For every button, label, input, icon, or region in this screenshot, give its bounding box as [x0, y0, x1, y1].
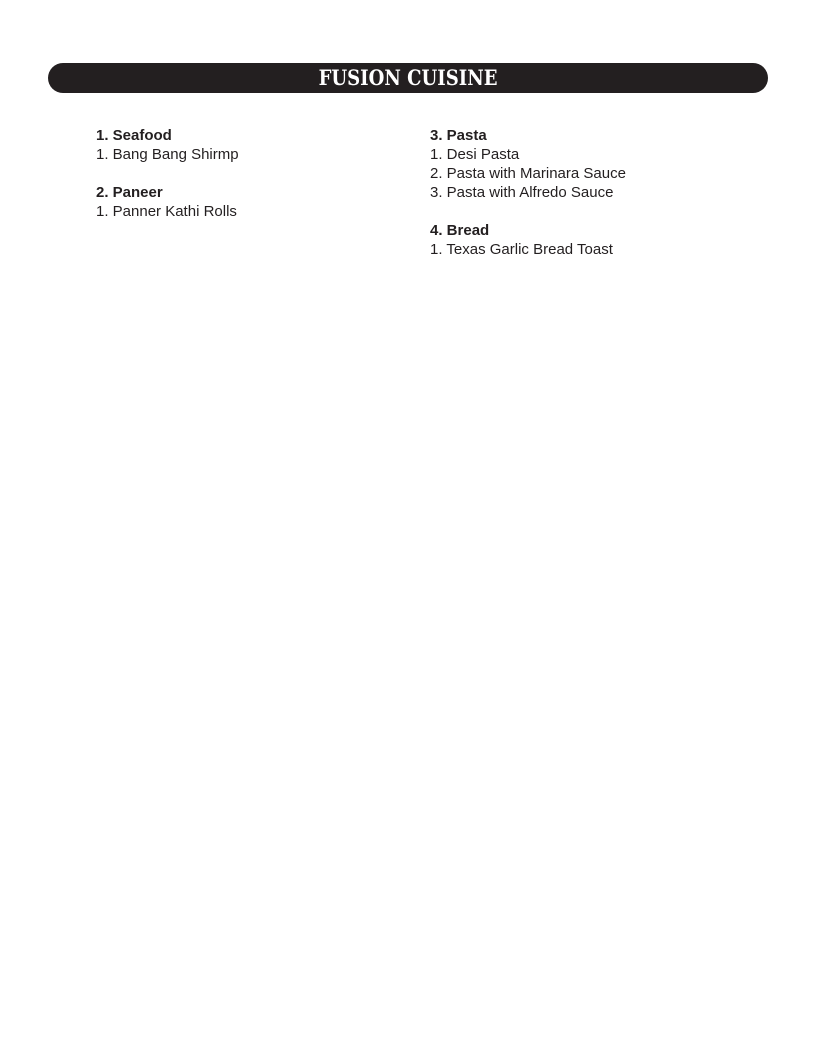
menu-item: 1. Texas Garlic Bread Toast [430, 241, 613, 258]
menu-item: 3. Pasta with Alfredo Sauce [430, 184, 614, 201]
page-title: FUSION CUISINE [318, 65, 498, 90]
menu-section-paneer [96, 183, 396, 221]
menu-section-pasta [430, 126, 730, 202]
menu-item: 2. Pasta with Marinara Sauce [430, 165, 626, 182]
section-heading: 3. Pasta [430, 127, 487, 144]
section-heading: 2. Paneer [96, 184, 163, 201]
menu-item: 1. Desi Pasta [430, 146, 520, 163]
section-heading: 1. Seafood [96, 127, 172, 144]
title-banner [48, 63, 768, 93]
menu-item: 1. Panner Kathi Rolls [96, 203, 237, 220]
menu-section-bread [430, 221, 730, 259]
menu-column-left [96, 126, 396, 240]
menu-section-seafood [96, 126, 396, 164]
menu-column-right [430, 126, 730, 278]
section-heading: 4. Bread [430, 222, 490, 239]
menu-item: 1. Bang Bang Shirmp [96, 146, 239, 163]
